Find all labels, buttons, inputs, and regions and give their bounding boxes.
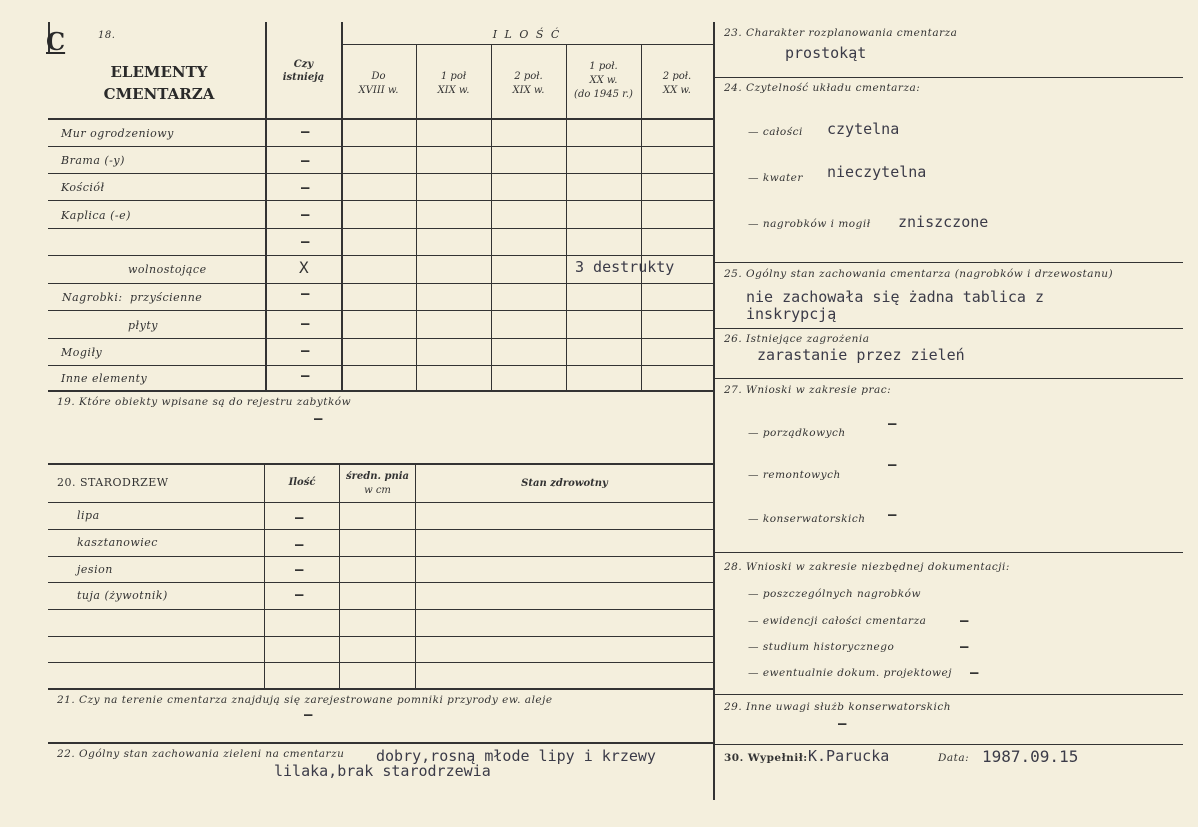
right-rule <box>715 262 1183 263</box>
row-rule <box>48 502 713 503</box>
tree-value: – <box>295 510 304 526</box>
row-value: – <box>301 207 310 223</box>
s25-value-line2: inskrypcją <box>746 305 837 323</box>
row-rule <box>48 529 713 530</box>
s27-remontowych: — remontowych <box>748 469 841 481</box>
row-rule <box>48 636 713 637</box>
s25-label: 25. Ogólny stan zachowania cmentarza (nagrobków i drzewostanu) <box>724 268 1114 280</box>
s18-number: 18. <box>98 30 116 41</box>
tree-label: tuja (żywotnik) <box>77 589 168 602</box>
row-rule <box>48 255 713 256</box>
row-rule <box>48 283 713 284</box>
s22-label: 22. Ogólny stan zachowania zieleni na cmentarzu <box>57 748 345 760</box>
s24-calosci-value: czytelna <box>827 120 900 138</box>
right-rule <box>715 744 1183 745</box>
row-value: – <box>301 343 310 359</box>
section-20-rule <box>48 463 714 465</box>
s24-nagrobkow: — nagrobków i mogił <box>748 218 871 230</box>
row-rule <box>48 338 713 339</box>
s20-h-stan: Stan zdrowotny <box>521 478 608 489</box>
s28-projektowej-value: – <box>970 665 979 681</box>
tree-value: – <box>295 562 304 578</box>
h-ilosc: I L O Ś Ć <box>492 28 562 41</box>
h-do-2: XVIII w. <box>358 85 399 96</box>
row-value: – <box>301 124 310 140</box>
s21-label: 21. Czy na terenie cmentarza znajdują się zarejestrowane pomniki przyrody ew. aleje <box>57 694 553 706</box>
section-19-rule <box>48 390 714 392</box>
s29-label: 29. Inne uwagi służb konserwatorskich <box>724 701 951 713</box>
tree-label: lipa <box>77 509 100 522</box>
s26-value: zarastanie przez zieleń <box>757 346 965 364</box>
row-rule <box>48 200 713 201</box>
ilosc-rule <box>341 44 713 45</box>
row-rule <box>48 556 713 557</box>
s20-label: 20. STARODRZEW <box>57 476 169 489</box>
s24-kwater: — kwater <box>748 172 803 184</box>
h-do-1: Do <box>371 71 386 82</box>
s24-calosci: — całości <box>748 126 803 138</box>
row-rule <box>48 609 713 610</box>
row-label: Mur ogrodzeniowy <box>61 127 174 140</box>
s20-h-ilosc: Ilość <box>288 477 316 488</box>
row-label: wolnostojące <box>128 263 207 276</box>
tree-value: – <box>295 587 304 603</box>
s27-remontowych-value: – <box>888 457 897 473</box>
s30-date-label: Data: <box>938 752 970 764</box>
s30-name: K.Parucka <box>808 747 890 765</box>
h-czy-2: istnieją <box>282 72 325 83</box>
right-rule <box>715 552 1183 553</box>
s28-projektowej: — ewentualnie dokum. projektowej <box>748 667 952 679</box>
right-rule <box>715 77 1183 78</box>
form-letter: C <box>46 27 66 56</box>
row-value: – <box>301 234 310 250</box>
s20-h-sredn-1: średn. pnia <box>345 471 410 482</box>
row-label: Kaplica (-e) <box>61 209 131 222</box>
row-label: płyty <box>128 319 158 332</box>
section-22-rule <box>48 742 714 744</box>
section-21-rule <box>48 688 714 690</box>
s20-h-sredn-2: w cm <box>364 485 391 496</box>
row-rule <box>48 582 713 583</box>
s28-nagrobkow: — poszczególnych nagrobków <box>748 588 921 600</box>
s27-label: 27. Wnioski w zakresie prac: <box>724 384 892 396</box>
s27-porzadkowych-value: – <box>888 416 897 432</box>
h-1pxx-1: 1 poł. <box>589 61 618 72</box>
row-rule <box>48 146 713 147</box>
row-value: – <box>301 368 310 384</box>
center-divider <box>713 22 715 800</box>
h-2pxix-1: 2 poł. <box>514 71 543 82</box>
h-2pxx-1: 2 poł. <box>662 71 692 82</box>
s24-label: 24. Czytelność układu cmentarza: <box>724 82 921 94</box>
row-rule <box>48 173 713 174</box>
row-label: przyścienne <box>130 291 203 304</box>
s27-konserwatorskich: — konserwatorskich <box>748 513 866 525</box>
wolnostojace-note: 3 destrukty <box>575 258 675 276</box>
row-rule <box>48 310 713 311</box>
tree-label: kasztanowiec <box>77 536 158 549</box>
h-1pxix-2: XIX w. <box>437 85 470 96</box>
row-value: X <box>299 258 309 277</box>
s23-value: prostokąt <box>785 44 867 62</box>
h-1pxx-2: XX w. <box>589 75 618 86</box>
right-rule <box>715 378 1183 379</box>
h-2pxix-2: XIX w. <box>512 85 545 96</box>
s18-title-line1: ELEMENTY <box>110 63 208 81</box>
row-value: – <box>301 153 310 169</box>
s24-kwater-value: nieczytelna <box>827 163 927 181</box>
row-value: – <box>301 180 310 196</box>
h-2pxx-2: XX w. <box>663 85 691 96</box>
right-rule <box>715 328 1183 329</box>
h-1pxix-1: 1 poł <box>440 71 467 82</box>
row-value: – <box>301 316 310 332</box>
s19-label: 19. Które obiekty wpisane są do rejestru zabytków <box>57 396 352 408</box>
h-czy-1: Czy <box>293 59 314 70</box>
row-label: Kościół <box>61 181 105 194</box>
s27-porzadkowych: — porządkowych <box>748 427 846 439</box>
row-value: – <box>301 286 310 302</box>
s27-konserwatorskich-value: – <box>888 507 897 523</box>
s28-studium-value: – <box>960 639 969 655</box>
col-line <box>264 463 265 688</box>
s24-nagrobkow-value: zniszczone <box>898 213 989 231</box>
s30-label: 30. Wypełnił: <box>724 752 808 764</box>
s22-value-line2: lilaka,brak starodrzewia <box>274 762 491 780</box>
s28-label: 28. Wnioski w zakresie niezbędnej dokumentacji: <box>724 561 1010 573</box>
s19-value: – <box>314 411 323 427</box>
s25-value-line1: nie zachowała się żadna tablica z <box>746 288 1045 306</box>
header-rule <box>48 118 714 120</box>
s29-value: – <box>838 716 847 732</box>
s28-ewidencji: — ewidencji całości cmentarza <box>748 615 927 627</box>
row-label: Inne elementy <box>61 372 148 385</box>
s28-ewidencji-value: – <box>960 613 969 629</box>
s28-studium: — studium historycznego <box>748 641 895 653</box>
right-rule <box>715 694 1183 695</box>
row-rule <box>48 228 713 229</box>
tree-value: – <box>295 537 304 553</box>
row-label: Mogiły <box>61 346 103 359</box>
row-label: Brama (-y) <box>61 154 125 167</box>
s18-title-line2: CMENTARZA <box>103 85 215 103</box>
s22-value-line1: dobry,rosną młode lipy i krzewy <box>376 747 656 765</box>
s23-label: 23. Charakter rozplanowania cmentarza <box>724 27 958 39</box>
s30-date: 1987.09.15 <box>982 747 1079 766</box>
tree-label: jesion <box>77 563 113 576</box>
s21-value: – <box>304 707 313 723</box>
row-rule <box>48 662 713 663</box>
col-line <box>415 463 416 688</box>
nagrobki-label: Nagrobki: <box>62 291 123 304</box>
h-1pxx-3: (do 1945 r.) <box>574 89 633 100</box>
row-rule <box>48 365 713 366</box>
s26-label: 26. Istniejące zagrożenia <box>724 333 870 345</box>
